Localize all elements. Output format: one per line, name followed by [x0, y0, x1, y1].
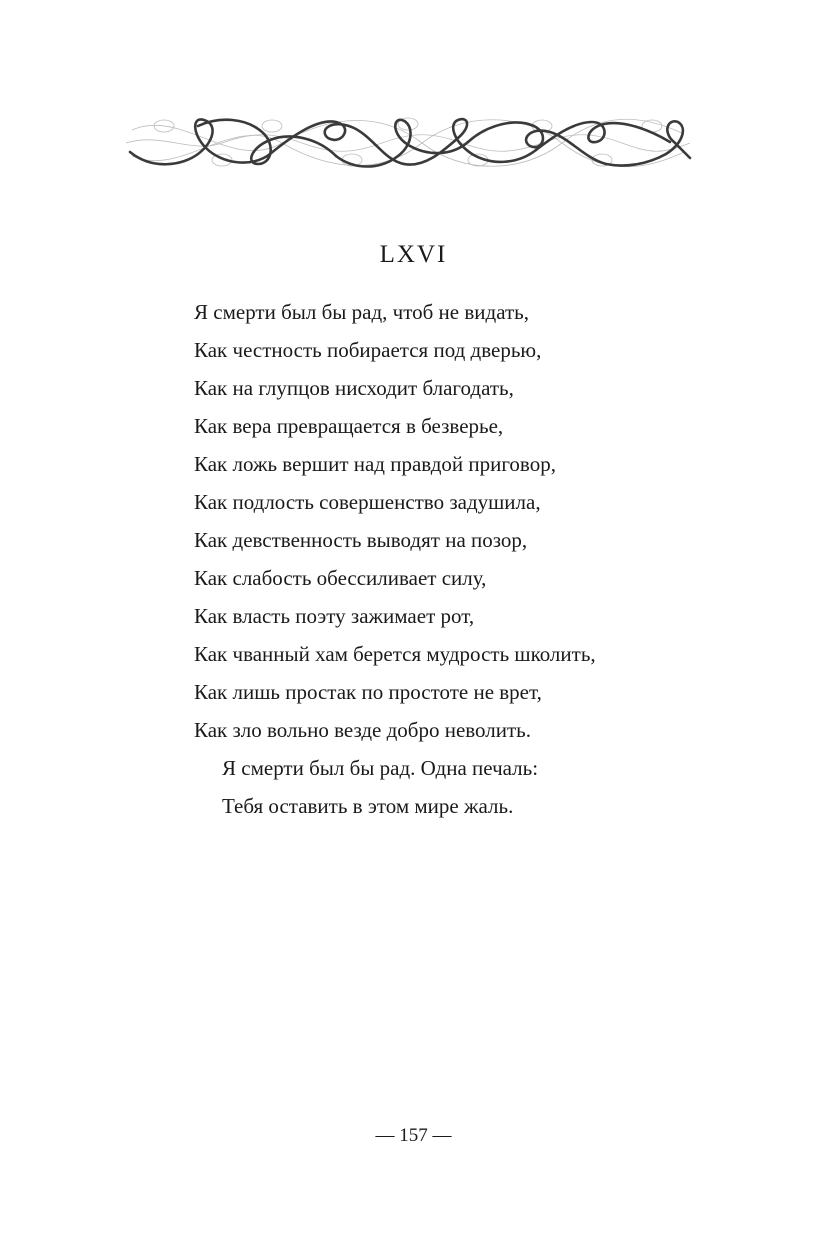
poem-line: Как ложь вершит над правдой приговор,: [194, 452, 556, 476]
poem-line: Как девственность выводят на позор,: [194, 528, 528, 552]
poem-line: Как зло вольно везде добро неволить.: [194, 718, 532, 742]
couplet-line: Я смерти был бы рад. Одна печаль:: [222, 756, 539, 780]
poem-line: Как власть поэту зажимает рот,: [194, 604, 475, 628]
poem-line: Я смерти был бы рад, чтоб не видать,: [194, 300, 529, 324]
flourish-divider-icon: [122, 112, 694, 174]
poem-line: Как лишь простак по простоте не врет,: [194, 680, 542, 704]
poem-line: Как вера превращается в безверье,: [194, 414, 504, 438]
poem-line: Как честность побирается под дверью,: [194, 338, 542, 362]
poem-line: Как чванный хам берется мудрость школить,: [194, 642, 596, 666]
poem-line: Как слабость обессиливает силу,: [194, 566, 487, 590]
poem-body: [194, 293, 596, 825]
poem-line: Как подлость совершенство задушила,: [194, 490, 541, 514]
poem-line: Как на глупцов нисходит благодать,: [194, 376, 514, 400]
couplet-line: Тебя оставить в этом мире жаль.: [222, 794, 514, 818]
sonnet-number: LXVI: [379, 241, 448, 268]
page-number: — 157 —: [375, 1125, 452, 1146]
